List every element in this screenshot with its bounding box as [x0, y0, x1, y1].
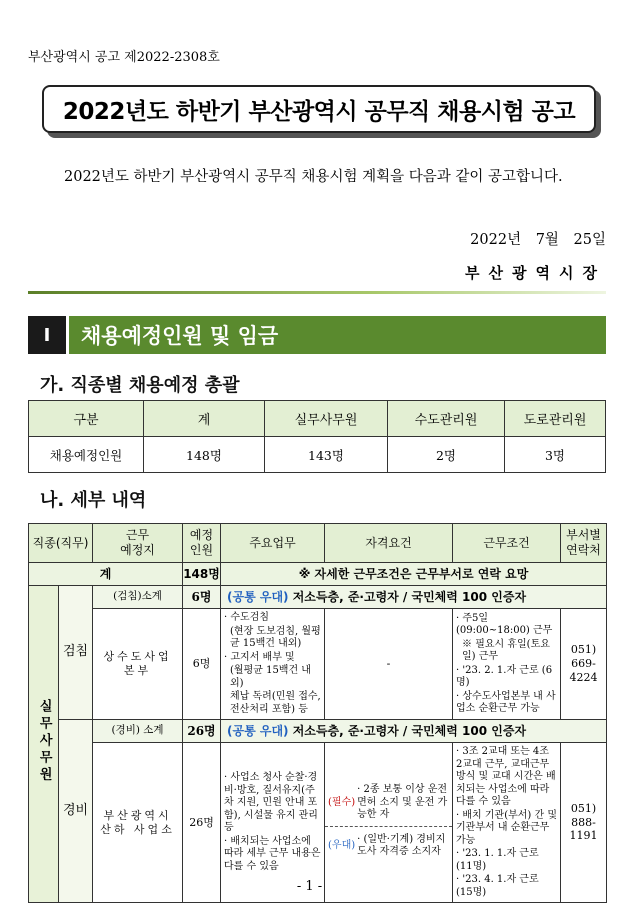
job-group-text: 실무사무원	[36, 698, 52, 784]
summary-table	[28, 400, 606, 473]
condition-line: ※ 필요시 휴일(토요일) 근무	[462, 638, 550, 662]
task-line: 체납 독려(민원 접수, 전산처리 포함) 등	[230, 691, 321, 715]
detail-header-cell: 근무 예정지	[93, 524, 183, 563]
condition-line: · 배치 기관(부서) 간 및 기관부서 내 순환근무 가능	[456, 809, 557, 846]
task-line: (현장 도보검침, 월평균 15백건 내외)	[230, 625, 321, 649]
duty-inspection: 검침	[59, 586, 93, 720]
preferred-tag: (우대)	[328, 840, 356, 851]
detail-total-row	[29, 563, 607, 586]
total-count: 148명	[183, 563, 221, 586]
preferred-text: · (일반·기계) 경비지도사 자격증 소지자	[357, 833, 446, 858]
detail-header-cell: 예정 인원	[183, 524, 221, 563]
subtotal-count: 26명	[183, 720, 221, 743]
work-place: 부산광역시 산하 사업소	[93, 743, 183, 903]
summary-cell: 148명	[144, 437, 265, 473]
department-contact: 051) 669-4224	[561, 609, 607, 720]
summary-cell: 143명	[265, 437, 388, 473]
job-group-label	[29, 586, 59, 903]
department-contact: 051) 888-1191	[561, 743, 607, 903]
preference-text: 저소득층, 준·고령자 / 국민체력 100 인증자	[292, 723, 527, 738]
required-text: · 2종 보통 이상 운전면허 소지 및 운전 가능한 자	[357, 784, 448, 821]
intro-text: 2022년도 하반기 부산광역시 공무직 채용시험 계획을 다음과 같이 공고합니다.	[64, 169, 563, 185]
condition-line: · 주5일(09:00~18:00) 근무	[456, 612, 553, 636]
qual-required	[325, 780, 452, 827]
detail-header-cell: 자격요건	[325, 524, 453, 563]
qual-preferred	[325, 828, 452, 865]
intro-paragraph	[28, 162, 606, 193]
page-number: - 1 -	[296, 879, 323, 894]
subtotal-label: (경비) 소계	[93, 720, 183, 743]
detail-row-inspection	[29, 609, 607, 720]
task-line: · 수도검침	[224, 612, 270, 623]
summary-header-cell: 수도관리원	[388, 401, 505, 437]
task-line: (월평균 15백건 내외)	[230, 665, 311, 689]
required-tag: (필수)	[328, 796, 356, 808]
condition-line: · 상수도사업본부 내 사업소 순환근무 가능	[456, 690, 556, 714]
summary-header-cell: 계	[144, 401, 265, 437]
detail-header-cell: 부서별 연락처	[561, 524, 607, 563]
summary-header-cell: 실무사무원	[265, 401, 388, 437]
summary-header-row	[29, 401, 606, 437]
summary-cell: 2명	[388, 437, 505, 473]
subtotal-label: (검침)소계	[93, 586, 183, 609]
issuer: 부산광역시장	[465, 264, 606, 282]
preference-note	[221, 720, 607, 743]
preference-text: 저소득층, 준·고령자 / 국민체력 100 인증자	[292, 589, 527, 604]
notice-date: 2022년 7월 25일	[470, 232, 606, 248]
subsection-b-title: 나. 세부 내역	[40, 490, 147, 511]
main-tasks	[221, 609, 325, 720]
total-label: 계	[29, 563, 183, 586]
group-row-inspection	[29, 586, 607, 609]
work-conditions	[453, 609, 561, 720]
total-note: ※ 자세한 근무조건은 근무부서로 연락 요망	[221, 563, 607, 586]
summary-header-cell: 구분	[29, 401, 144, 437]
notice-number: 부산광역시 공고 제2022-2308호	[28, 50, 220, 65]
summary-data-row	[29, 437, 606, 473]
subsection-a-title: 가. 직종별 채용예정 총괄	[40, 375, 240, 396]
summary-cell: 채용예정인원	[29, 437, 144, 473]
detail-header-cell: 근무조건	[453, 524, 561, 563]
condition-line: · '23. 2. 1.자 근로 (6명)	[456, 664, 553, 688]
section-number: Ⅰ	[28, 316, 66, 354]
condition-line: · '23. 1. 1.자 근로 (11명)	[456, 848, 539, 872]
detail-table	[28, 523, 607, 903]
summary-cell: 3명	[505, 437, 606, 473]
task-line: · 사업소 청사 순찰·경비·방호, 질서유지(주차 지원, 민원 안내 포함), 시설물 유지 관리 등	[224, 772, 318, 833]
planned-count: 6명	[183, 609, 221, 720]
summary-header-cell: 도로관리원	[505, 401, 606, 437]
section-title: 채용예정인원 및 임금	[69, 316, 606, 354]
detail-header-row	[29, 524, 607, 563]
duty-security: 경비	[59, 720, 93, 903]
subtotal-count: 6명	[183, 586, 221, 609]
divider-line	[28, 291, 606, 294]
preference-tag: (공통 우대)	[227, 589, 289, 604]
group-row-security	[29, 720, 607, 743]
detail-header-cell: 직종(직무)	[29, 524, 93, 563]
condition-line: · 3조 2교대 또는 4조 2교대 근무, 교대근무 방식 및 교대 시간은 배치되는 사업소에 따라 다를 수 있음	[456, 746, 556, 807]
detail-header-cell: 주요업무	[221, 524, 325, 563]
condition-line: · '23. 4. 1.자 근로 (15명)	[456, 874, 539, 898]
task-line: · 고지서 배부 및	[224, 651, 295, 663]
planned-count: 26명	[183, 743, 221, 903]
work-place: 상수도사업본부	[93, 609, 183, 720]
preference-tag: (공통 우대)	[227, 723, 289, 738]
preference-note	[221, 586, 607, 609]
document-title: 2022년도 하반기 부산광역시 공무직 채용시험 공고	[42, 85, 596, 133]
task-line: · 배치되는 사업소에 따라 세부 근무 내용은 다를 수 있음	[224, 835, 321, 872]
qualification: -	[325, 609, 453, 720]
